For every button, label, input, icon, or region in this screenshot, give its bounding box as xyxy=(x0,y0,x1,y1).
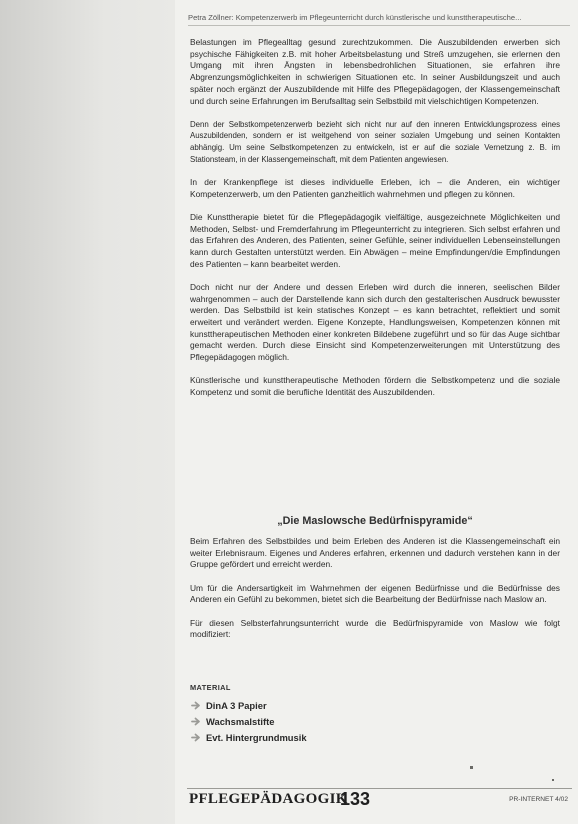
scan-speck xyxy=(470,766,473,769)
material-item xyxy=(190,729,560,745)
issue-label: PR-INTERNET 4/02 xyxy=(509,796,568,803)
paragraph: Belastungen im Pflegealltag gesund zurechtzukommen. Die Auszubildenden erwerben sich psychische Fähigkeiten z.B. mit hoher Arbeitsbelastung und Streß umzugehen, sie erlernen den Umgang mit ihren Ängsten in lebensbedrohlichen Situationen, sie erfahren ihre Abgrenzungsmöglichkeiten in schwierigen Situationen etc. In seiner Ausbildungszeit und auch später noch ergänzt der Auszubildende mit Hilfe des Pflegepädagogen, der Klassengemeinschaft und durch seine Erfahrungen im Berufsalltag sein Selbstbild mit vielschichtigen Kompetenzen. xyxy=(190,37,560,106)
scan-margin xyxy=(0,0,175,824)
page-number: 133 xyxy=(340,789,371,809)
arrow-right-icon xyxy=(190,731,202,743)
page-footer xyxy=(175,788,578,810)
material-item-label: Evt. Hintergrundmusik xyxy=(206,731,307,743)
section-body xyxy=(190,536,560,652)
paragraph: Um für die Andersartigkeit im Wahrnehmen der eigenen Bedürfnisse und die Bedürfnisse des Anderen ein Gefühl zu bekommen, bietet sich die Bearbeitung der Bedürfnisse nach Maslow an. xyxy=(190,582,560,605)
paragraph: Denn der Selbstkompetenzerwerb bezieht sich nicht nur auf den inneren Entwicklungsprozess eines Auszubildenden, sondern er ist weitgehend von seiner sozialen Umgebung und seinen Kontakten abhängig. Um seine Selbstkompetenzen zu entwickeln, ist er auf die soziale Vernetzung z. B. im Stationsteam, in der Klassengemeinschaft, mit dem Patienten angewiesen. xyxy=(190,119,560,164)
material-box xyxy=(190,683,560,745)
paragraph: Die Kunsttherapie bietet für die Pflegepädagogik vielfältige, ausgezeichnete Möglichkeiten und Methoden, Selbst- und Fremderfahrung im Pflegeunterricht zu integrieren. Sich selbst erfahren und das Erfahren des Anderen, des Patienten, seiner Gefühle, seiner individuellen Lebenseinstellungen kann durch Gestalten unterstützt werden. Ein Abwägen – meine Empfindungen/die Empfindungen des Patienten – kann bearbeitet werden. xyxy=(190,211,560,269)
paragraph: Doch nicht nur der Andere und dessen Erleben wird durch die inneren, seelischen Bilder wahrgenommen – auch der Darstellende kann sich durch den gestalterischen Ausdruck bewusster werden. Das Selbstbild ist kein statisches Konzept – es kann betrachtet, reflektiert und somit erweitert und verändert werden. Eigene Konzepte, Handlungsweisen, Kompetenzen können mit kunsttherapeutischen Methoden einer konkreten Bildebene zugeführt und so für das Auge sichtbar gemacht werden. Durch diese Einsicht sind Kompetenzerweiterungen mit Unterstützung des Pflegepädagogen möglich. xyxy=(190,281,560,363)
material-item xyxy=(190,713,560,729)
paragraph: In der Krankenpflege ist dieses individuelle Erleben, ich – die Anderen, ein wichtiger Kompetenzerwerb, um den Patienten ganzheitlich wahrnehmen und pflegen zu können. xyxy=(190,177,560,199)
section-heading: „Die Maslowsche Bedürfnispyramide“ xyxy=(277,515,473,527)
paragraph: Künstlerische und kunsttherapeutische Methoden fördern die Selbstkompetenz und die soziale Kompetenz und somit die berufliche Identität des Auszubildenden. xyxy=(190,375,560,398)
material-item xyxy=(190,697,560,713)
scan-speck xyxy=(552,779,554,781)
paragraph: Beim Erfahren des Selbstbildes und beim Erleben des Anderen ist die Klassengemeinschaft ein weiter Erlebnisraum. Eigenes und Anderes erfahren, erkennen und dadurch verstehen kann in der Gruppe gefördert und erreicht werden. xyxy=(190,536,560,570)
material-title: MATERIAL xyxy=(190,683,231,692)
journal-brand: PFLEGEPÄDAGOGIK xyxy=(189,791,348,807)
arrow-right-icon xyxy=(190,715,202,727)
footer-rule xyxy=(187,788,572,789)
article-body xyxy=(190,37,560,410)
material-item-label: DinA 3 Papier xyxy=(206,699,267,711)
material-item-label: Wachsmalstifte xyxy=(206,715,275,727)
paragraph: Für diesen Selbsterfahrungsunterricht wurde die Bedürfnispyramide von Maslow wie folgt modifiziert: xyxy=(190,617,560,640)
arrow-right-icon xyxy=(190,699,202,711)
running-header: Petra Zöllner: Kompetenzerwerb im Pflegeunterricht durch künstlerische und kunsttherapeutische... xyxy=(188,13,570,26)
